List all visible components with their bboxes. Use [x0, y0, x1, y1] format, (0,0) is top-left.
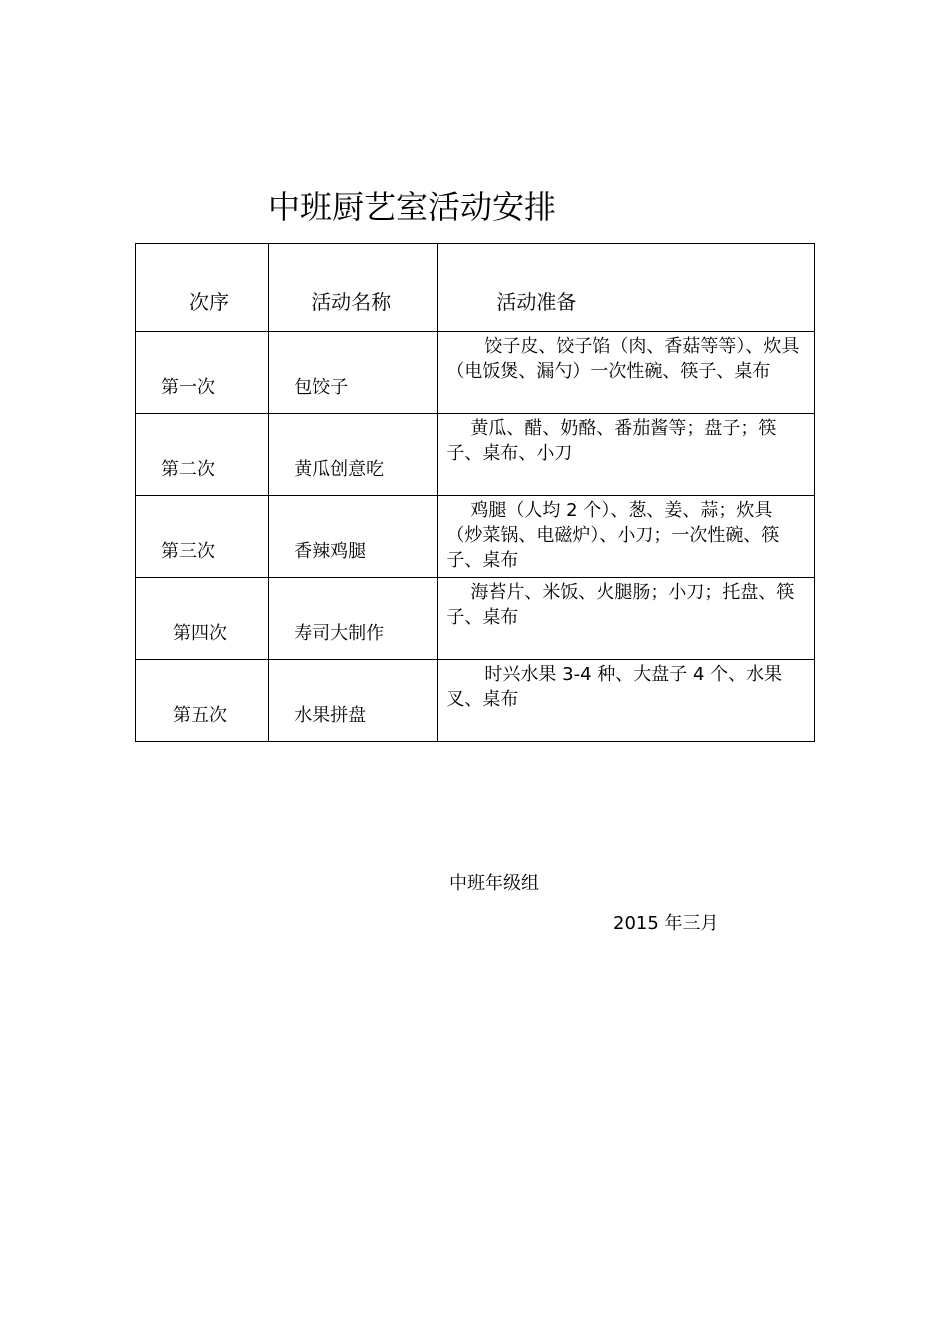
order-cell: [136, 660, 269, 742]
prep-cell: [438, 660, 815, 742]
activity-name: 寿司大制作: [294, 623, 385, 644]
activity-name: 水果拼盘: [294, 705, 367, 726]
prep-cell: [438, 414, 815, 496]
header-order-label: 次序: [189, 290, 229, 314]
name-cell: [269, 414, 438, 496]
name-cell: [269, 660, 438, 742]
order-label: 第三次: [161, 541, 215, 562]
name-cell: [269, 578, 438, 660]
prep-cell: [438, 496, 815, 578]
header-cell-name: [269, 244, 438, 332]
document-title: 中班厨艺室活动安排: [268, 188, 557, 226]
order-label: 第一次: [161, 377, 215, 398]
order-cell: [136, 578, 269, 660]
activity-prep: 饺子皮、饺子馅（肉、香菇等等）、炊具（电饭煲、漏勺）一次性碗、筷子、桌布: [446, 336, 800, 382]
table-row: [136, 414, 815, 496]
header-cell-order: [136, 244, 269, 332]
table-row: [136, 332, 815, 414]
name-cell: [269, 332, 438, 414]
order-label: 第二次: [161, 459, 215, 480]
activity-schedule-table: [135, 243, 815, 742]
activity-prep: 鸡腿（人均 2 个）、葱、姜、蒜；炊具（炒菜锅、电磁炉）、小刀；一次性碗、筷子、桌布: [446, 500, 780, 571]
activity-name: 包饺子: [294, 377, 349, 398]
activity-name: 香辣鸡腿: [294, 541, 367, 562]
order-label: 第四次: [173, 623, 227, 644]
header-name-label: 活动名称: [311, 290, 392, 314]
order-cell: [136, 414, 269, 496]
activity-name: 黄瓜创意吃: [294, 459, 385, 480]
table-row: [136, 496, 815, 578]
order-cell: [136, 332, 269, 414]
header-prep-label: 活动准备: [496, 290, 577, 314]
name-cell: [269, 496, 438, 578]
order-cell: [136, 496, 269, 578]
activity-prep: 黄瓜、醋、奶酪、番茄酱等；盘子；筷子、桌布、小刀: [446, 418, 777, 464]
activity-prep: 海苔片、米饭、火腿肠；小刀；托盘、筷子、桌布: [446, 582, 795, 628]
order-label: 第五次: [173, 705, 227, 726]
footer-date: 2015 年三月: [613, 913, 719, 934]
prep-cell: [438, 578, 815, 660]
footer-group-name: 中班年级组: [449, 873, 539, 894]
table-row: [136, 578, 815, 660]
prep-cell: [438, 332, 815, 414]
table-header-row: [136, 244, 815, 332]
activity-prep: 时兴水果 3-4 种、大盘子 4 个、水果叉、桌布: [446, 664, 783, 710]
table-row: [136, 660, 815, 742]
header-cell-prep: [438, 244, 815, 332]
